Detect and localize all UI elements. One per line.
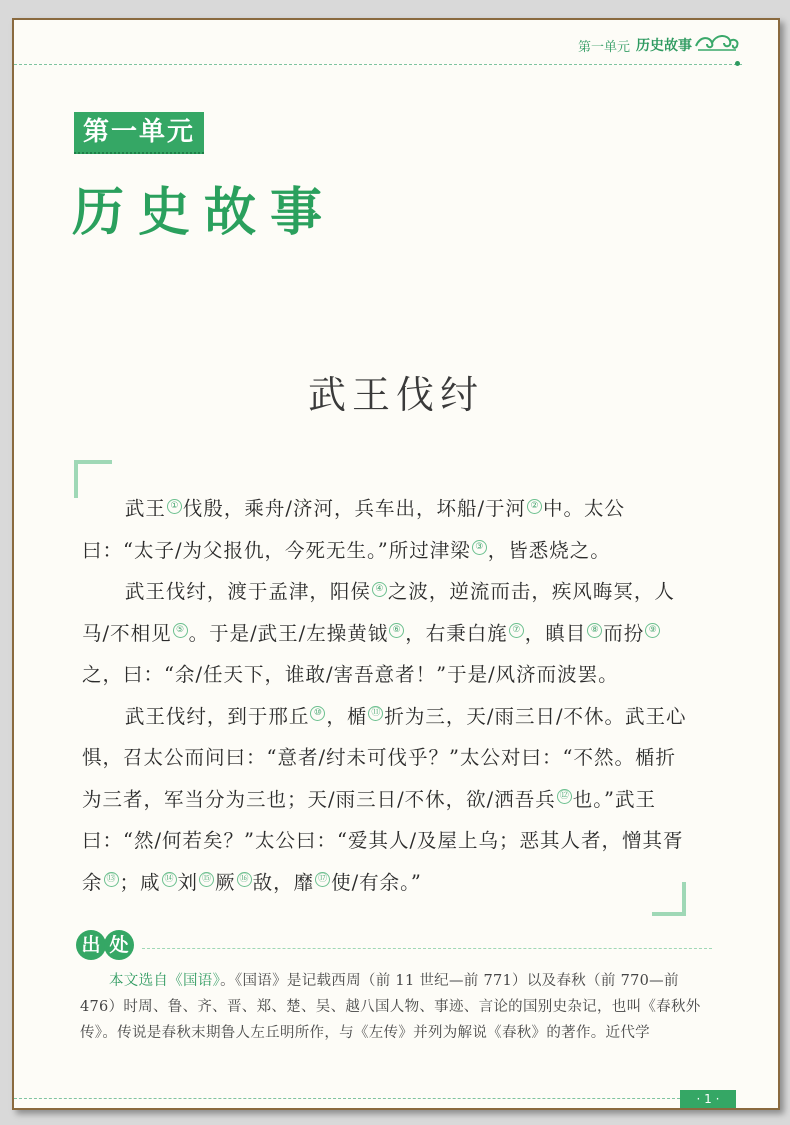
book-page — [12, 18, 780, 1110]
text-run: 中。太公曰：“太子/为父报仇，今死无生。”所过津梁 — [82, 497, 626, 562]
text-run: 武王伐纣，到于邢丘 — [124, 704, 310, 728]
text-run: 。于是/武王/左操黄钺 — [188, 621, 389, 645]
header-dot — [735, 61, 740, 66]
text-run: 敌，靡 — [252, 870, 315, 894]
footnote-marker: ④ — [372, 582, 387, 597]
text-run: ；咸 — [119, 870, 161, 894]
source-divider — [142, 948, 712, 949]
text-run: 而扮 — [603, 621, 645, 645]
header-theme-label: 历史故事 — [636, 38, 692, 54]
footnote-marker: ⑪ — [368, 706, 383, 721]
footnote-marker: ⑧ — [587, 623, 602, 638]
text-run: 武王伐纣，渡于孟津，阳侯 — [124, 580, 371, 603]
footnote-marker: ② — [527, 499, 542, 514]
footnote-marker: ⑥ — [389, 623, 404, 638]
text-run: ，右秉白旄 — [405, 621, 508, 645]
header-divider — [14, 64, 742, 65]
source-text — [80, 968, 702, 1046]
text-run: 伐殷，乘舟/济河，兵车出，坏船/于河 — [182, 497, 527, 520]
footnote-marker: ⑯ — [237, 872, 252, 887]
text-run: 之波，逆流而击，疾风晦冥，人马/不相见 — [82, 580, 675, 645]
page-number: · 1 · — [680, 1090, 736, 1108]
paragraph — [82, 571, 694, 696]
source-badge — [76, 930, 140, 964]
text-run: ，瞋目 — [524, 621, 587, 645]
footnote-marker: ⑤ — [173, 623, 188, 638]
text-run: 折为三，天/雨三日/不休。武王心惧，召太公而问曰：“意者/纣未可伐乎？”太公对曰：“不然。楯折为三者，军当分为三也；天/雨三日/不休，欲/洒吾兵 — [82, 704, 687, 811]
corner-bracket-bottom-right — [652, 882, 686, 916]
footnote-marker: ⑮ — [199, 872, 214, 887]
lesson-body — [82, 488, 694, 903]
unit-badge: 第一单元 — [74, 112, 204, 154]
source-body: 。《国语》是记载西周（前 11 世纪—前 771）以及春秋（前 770—前 476）时周、鲁、齐、晋、郑、楚、吴、越八国人物、事迹、言论的国别史杂记，也叫《春秋外传》。传说是春秋末期鲁人左丘明所作，与《左传》并列为解说《春秋》的著作。近代学 — [80, 973, 701, 1041]
paragraph — [82, 696, 694, 904]
text-run: 厥 — [215, 870, 236, 894]
text-run: ，楯 — [326, 704, 368, 728]
cloud-ornament-icon — [694, 32, 740, 54]
footnote-marker: ③ — [472, 540, 487, 555]
lesson-title: 武王伐纣 — [307, 373, 484, 417]
footnote-marker: ① — [167, 499, 182, 514]
footnote-marker: ⑩ — [310, 706, 325, 721]
footnote-marker: ⑨ — [645, 623, 660, 638]
paragraph — [82, 488, 694, 571]
footnote-marker: ⑫ — [557, 789, 572, 804]
text-run: ，皆悉烧之。 — [487, 538, 611, 562]
source-badge-char: 出 — [76, 930, 106, 960]
text-run: 之，曰：“余/任天下，谁敢/害吾意者！”于是/风济而波罢。 — [82, 663, 619, 686]
header-unit-label: 第一单元 — [577, 40, 630, 55]
footnote-marker: ⑦ — [509, 623, 524, 638]
source-lead: 本文选自《国语》 — [109, 973, 221, 989]
text-run: 刘 — [177, 870, 199, 894]
footer-divider — [14, 1098, 680, 1099]
footnote-marker: ⑬ — [104, 872, 119, 887]
footnote-marker: ⑭ — [162, 872, 177, 887]
text-run: 武王 — [124, 497, 166, 520]
text-run: 也。”武王曰：“然/何若矣？”太公曰：“爱其人/及屋上乌；恶其人者，憎其胥余 — [82, 787, 684, 894]
text-run: 使/有余。” — [331, 870, 422, 894]
unit-title: 历史故事 — [72, 183, 337, 243]
footnote-marker: ⑰ — [315, 872, 330, 887]
source-badge-char: 处 — [104, 930, 134, 960]
running-header — [14, 20, 778, 70]
